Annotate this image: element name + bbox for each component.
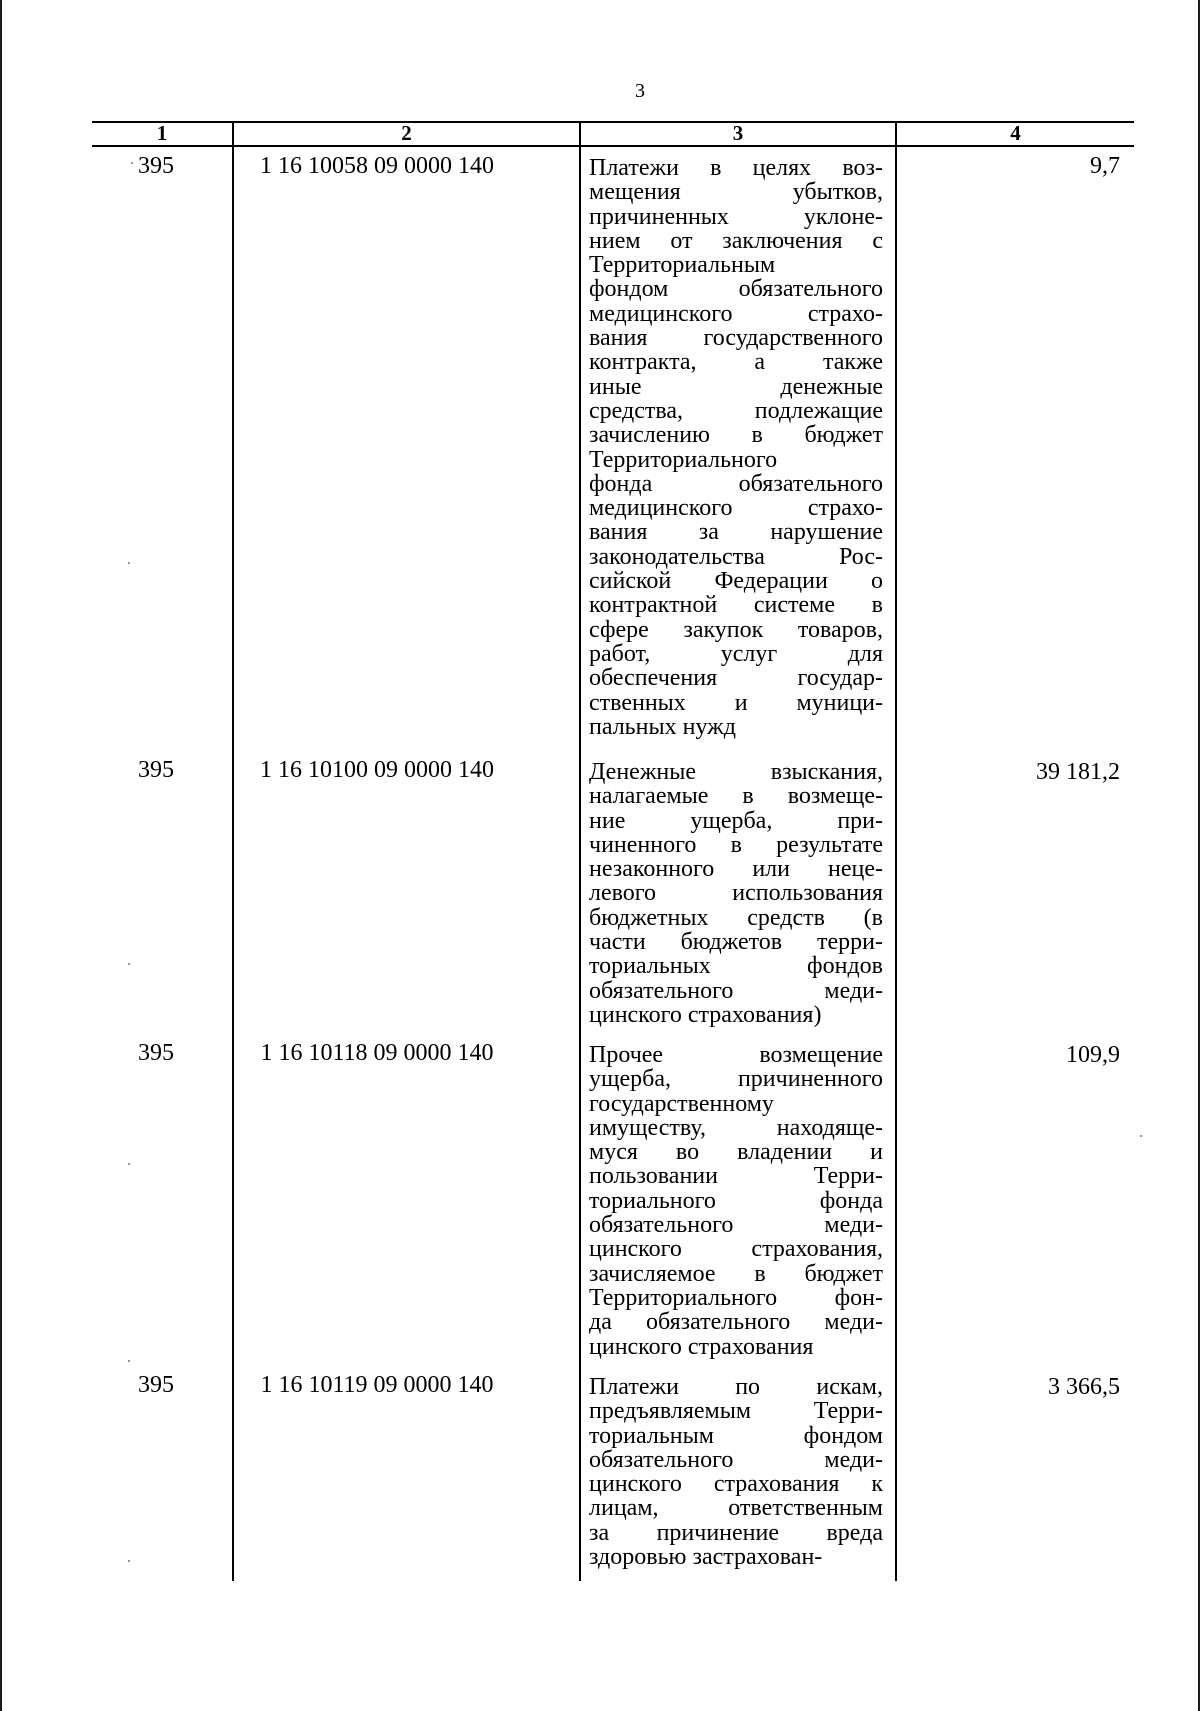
row-2-col-1: 395 — [138, 757, 174, 783]
description-line: фондом обязательного — [589, 277, 883, 302]
column-divider-2 — [579, 121, 581, 1581]
scan-speck — [128, 963, 130, 965]
row-2-col-2: 1 16 10100 09 0000 140 — [260, 757, 494, 783]
row-3-col-2: 1 16 10118 09 0000 140 — [260, 1040, 494, 1066]
row-3-col-4: 109,9 — [1066, 1042, 1120, 1068]
header-col-1: 1 — [156, 121, 168, 145]
description-line: Территориальным — [589, 253, 776, 278]
description-line: законодательства Рос- — [589, 544, 883, 570]
description-line: сийской Федерации о — [589, 569, 883, 594]
description-line: здоровью застрахован- — [589, 1545, 823, 1570]
row-1-col-1: 395 — [138, 153, 174, 179]
budget-revenue-table — [92, 121, 1134, 1581]
description-line: муся во владении и — [589, 1140, 883, 1165]
scan-speck — [128, 562, 130, 564]
description-line: контрактной системе в — [589, 593, 883, 618]
description-line: незаконного или неце- — [589, 857, 883, 882]
description-line: нием от заключения с — [589, 228, 883, 254]
row-1-col-3 — [589, 156, 883, 739]
description-line: вания государственного — [589, 326, 883, 351]
description-line: обязательного меди- — [589, 978, 883, 1003]
description-line: да обязательного меди- — [589, 1310, 883, 1335]
description-line: обязательного меди- — [589, 1213, 883, 1238]
description-line: левого использования — [589, 881, 883, 906]
header-col-2: 2 — [401, 121, 412, 145]
scan-speck — [1140, 1135, 1142, 1137]
row-1-col-4: 9,7 — [1090, 153, 1120, 179]
description-line: иные денежные — [589, 374, 883, 399]
description-line: Прочее возмещение — [589, 1043, 883, 1068]
description-line: медицинского страхо- — [589, 496, 883, 521]
row-4-col-3 — [589, 1375, 883, 1569]
description-line: Платежи по искам, — [589, 1375, 883, 1400]
header-bottom-rule — [92, 145, 1134, 147]
description-line: пользовании Терри- — [589, 1164, 883, 1189]
description-line: части бюджетов терри- — [589, 930, 883, 955]
row-2-col-4: 39 181,2 — [1036, 759, 1120, 785]
row-4-col-1: 395 — [138, 1372, 174, 1398]
description-line: фонда обязательного — [589, 471, 883, 497]
description-line: лицам, ответственным — [589, 1496, 883, 1521]
description-line: ние ущерба, при- — [589, 808, 883, 833]
description-line: обеспечения государ- — [589, 666, 883, 691]
description-line: причиненных уклоне- — [589, 204, 883, 229]
description-line: сфере закупок товаров, — [589, 617, 883, 642]
description-line: медицинского страхо- — [589, 301, 883, 327]
header-col-4: 4 — [1010, 121, 1021, 145]
description-line: Территориального фон- — [589, 1285, 883, 1311]
description-line: ториальным фондом — [589, 1423, 883, 1448]
column-divider-1 — [232, 121, 234, 1581]
description-line: обязательного меди- — [589, 1447, 883, 1473]
description-line: ущерба, причиненного — [589, 1067, 883, 1092]
column-divider-3 — [895, 121, 897, 1581]
description-line: вания за нарушение — [589, 520, 883, 545]
description-line: Территориального — [589, 447, 778, 472]
header-col-3: 3 — [732, 121, 744, 145]
description-line: чиненного в результате — [589, 832, 883, 858]
description-line: средства, подлежащие — [589, 398, 883, 424]
scan-speck — [128, 1360, 130, 1362]
description-line: цинского страхования, — [589, 1237, 883, 1262]
scan-speck — [128, 1163, 130, 1165]
description-line: государственному — [589, 1091, 774, 1116]
description-line: Денежные взыскания, — [589, 760, 883, 785]
description-line: Платежи в целях воз- — [589, 156, 883, 181]
description-line: зачисляемое в бюджет — [589, 1261, 883, 1286]
description-line: мещения убытков, — [589, 180, 883, 205]
description-line: ториального фонда — [589, 1188, 883, 1214]
row-4-col-4: 3 366,5 — [1048, 1374, 1120, 1400]
description-line: работ, услуг для — [589, 641, 883, 667]
description-line: ственных и муници- — [589, 690, 883, 715]
scan-speck — [128, 1560, 130, 1562]
scan-speck — [131, 162, 133, 164]
page-number: 3 — [635, 80, 645, 102]
row-4-col-2: 1 16 10119 09 0000 140 — [260, 1372, 494, 1398]
description-line: за причинение вреда — [589, 1520, 883, 1546]
description-line: зачислению в бюджет — [589, 423, 883, 448]
description-line: предъявляемым Терри- — [589, 1399, 883, 1424]
description-line: цинского страхования) — [589, 1002, 822, 1028]
row-3-col-1: 395 — [138, 1040, 174, 1066]
description-line: налагаемые в возмеще- — [589, 784, 883, 809]
description-line: цинского страхования к — [589, 1472, 883, 1497]
scan-edge-left — [0, 0, 2, 1711]
description-line: ториальных фондов — [589, 954, 883, 979]
description-line: бюджетных средств (в — [589, 905, 883, 931]
description-line: контракта, а также — [589, 350, 883, 375]
row-2-col-3 — [589, 760, 883, 1027]
description-line: имуществу, находяще- — [589, 1115, 883, 1141]
description-line: цинского страхования — [589, 1334, 814, 1359]
row-3-col-3 — [589, 1043, 883, 1359]
row-1-col-2: 1 16 10058 09 0000 140 — [260, 153, 494, 179]
description-line: пальных нужд — [589, 714, 736, 740]
